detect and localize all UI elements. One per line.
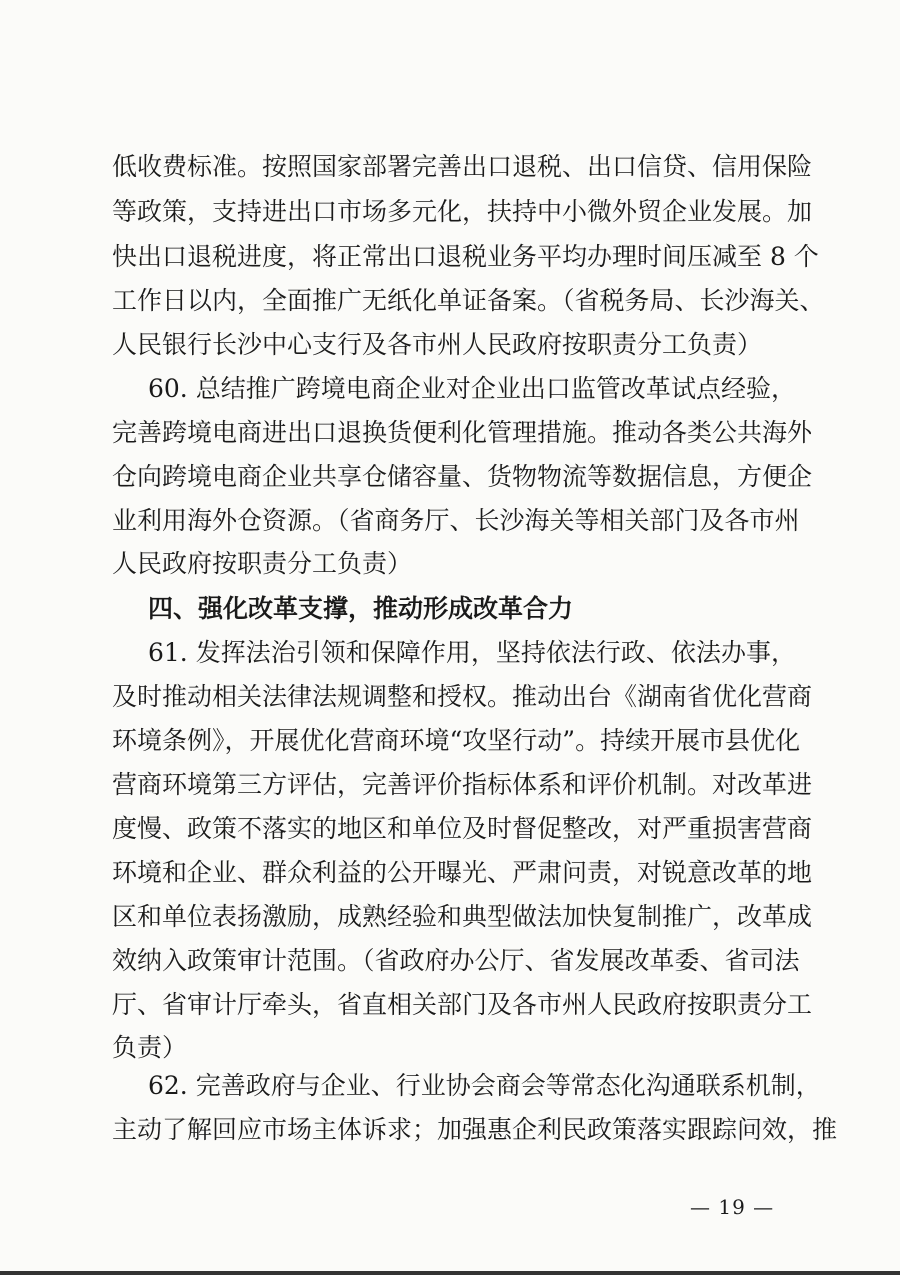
text-line: 环境和企业、群众利益的公开曝光、严肃问责，对锐意改革的地 <box>112 858 813 887</box>
scan-edge <box>0 1271 900 1275</box>
text-line: 工作日以内，全面推广无纸化单证备案。（省税务局、长沙海关、 <box>112 286 825 315</box>
text-line: 仓向跨境电商企业共享仓储容量、货物物流等数据信息，方便企 <box>112 462 813 491</box>
text-line: 厅、省审计厅牵头，省直相关部门及各市州人民政府按职责分工 <box>112 990 813 1019</box>
text-line: 营商环境第三方评估，完善评价指标体系和评价机制。对改革进 <box>112 770 813 799</box>
text-line: 低收费标准。按照国家部署完善出口退税、出口信贷、信用保险 <box>112 152 813 181</box>
text-line: 主动了解回应市场主体诉求；加强惠企利民政策落实跟踪问效，推 <box>112 1115 838 1144</box>
text-line: 人民银行长沙中心支行及各市州人民政府按职责分工负责） <box>112 330 763 359</box>
paragraph-62-start: 62. 完善政府与企业、行业协会商会等常态化沟通联系机制， <box>148 1071 821 1100</box>
text-line: 快出口退税进度，将正常出口退税业务平均办理时间压减至 8 个 <box>112 242 819 271</box>
paragraph-60-start: 60. 总结推广跨境电商企业对企业出口监管改革试点经验， <box>148 374 796 403</box>
text-line: 效纳入政策审计范围。（省政府办公厅、省发展改革委、省司法 <box>112 946 800 975</box>
text-line: 及时推动相关法律法规调整和授权。推动出台《湖南省优化营商 <box>112 682 813 711</box>
text-line: 人民政府按职责分工负责） <box>112 549 413 578</box>
text-line: 区和单位表扬激励，成熟经验和典型做法加快复制推广，改革成 <box>112 902 813 931</box>
text-line: 等政策，支持进出口市场多元化，扶持中小微外贸企业发展。加 <box>112 197 813 226</box>
section-heading: 四、强化改革支撑，推动形成改革合力 <box>148 594 574 623</box>
text-line: 环境条例》，开展优化营商环境“攻坚行动”。持续开展市县优化 <box>112 726 801 755</box>
page-number: — 19 — <box>690 1195 775 1219</box>
text-line: 业利用海外仓资源。（省商务厅、长沙海关等相关部门及各市州 <box>112 506 800 535</box>
text-line: 度慢、政策不落实的地区和单位及时督促整改，对严重损害营商 <box>112 814 813 843</box>
text-line: 完善跨境电商进出口退换货便利化管理措施。推动各类公共海外 <box>112 418 813 447</box>
paragraph-61-start: 61. 发挥法治引领和保障作用，坚持依法行政、依法办事， <box>148 638 796 667</box>
text-line: 负责） <box>112 1033 188 1062</box>
